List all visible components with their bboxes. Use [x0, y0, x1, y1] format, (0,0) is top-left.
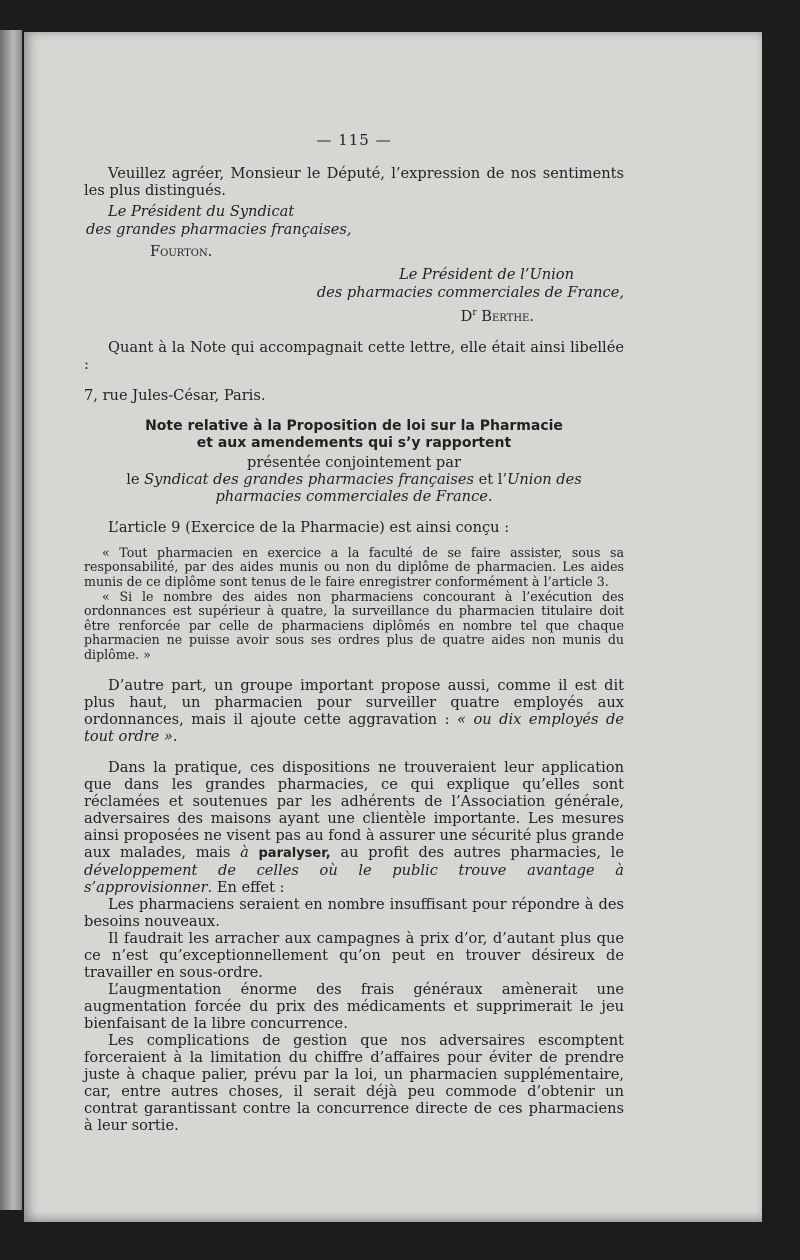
paragraph-1: [84, 677, 624, 745]
page-number: — 115 —: [316, 131, 392, 149]
para-1-end: .: [172, 727, 178, 745]
presenters-mid: et l’: [474, 470, 508, 488]
signature-union: [84, 266, 624, 302]
paragraph-2: [84, 759, 624, 896]
para-2-bold: paralyser,: [258, 845, 331, 861]
quote-paragraph-1: « Tout pharmacien en exercice a la faculté de se faire assister, sous sa responsabilité, par des aides munis ou non du diplôme de pharmacien. Les aides munis de ce diplôme sont tenus de le faire enregistrer conformément à l’article 3.: [84, 544, 624, 590]
signature-2-title: D: [460, 307, 473, 325]
para-2-text2: au profit des autres pharmacies, le: [330, 843, 624, 861]
address: 7, rue Jules-César, Paris.: [84, 386, 266, 404]
note-title: [84, 418, 624, 452]
paragraph-3: Les pharmaciens seraient en nombre insuffisant pour répondre à des besoins nouveaux.: [84, 895, 624, 930]
signature-1-line2: des grandes pharmacies françaises,: [86, 221, 352, 238]
signature-2-line1: Le Président de l’Union: [399, 266, 574, 283]
presenters-suffix: .: [487, 487, 493, 505]
letter-closing: Veuillez agréer, Monsieur le Député, l’expression de nos sentiments les plus distingués.: [84, 165, 624, 199]
signature-2-line2: des pharmacies commerciales de France,: [316, 284, 624, 301]
page-content: [84, 132, 624, 1134]
presenters-line: [84, 471, 624, 505]
note-title-line2: et aux amendements qui s’y rapportent: [196, 434, 512, 451]
paragraph-4: Il faudrait les arracher aux campagnes à prix d’or, d’autant plus que ce n’est qu’exceptionnellement qu’on peut en trouver désireux de travailler en sous-ordre.: [84, 929, 624, 981]
quote-paragraph-2: « Si le nombre des aides non pharmaciens concourant à l’exécution des ordonnances est supérieur à quatre, la surveillance du pharmacien titulaire doit être renforcée par celle de pharmaciens diplômés en nombre tel que chaque pharmacien ne puisse avoir sous ses ordres plus de quatre aides non munis du diplôme. »: [84, 588, 624, 663]
presenter-syndicat: Syndicat des grandes pharmacies françaises: [144, 470, 475, 488]
facing-page-edge: [0, 30, 22, 1210]
signature-1-name: Fourton.: [150, 243, 213, 260]
note-title-line1: Note relative à la Proposition de loi sur la Pharmacie: [145, 417, 563, 434]
document-page: [24, 32, 762, 1222]
note-presented-by: [84, 454, 624, 505]
article-quote: [84, 546, 624, 663]
article-intro: L’article 9 (Exercice de la Pharmacie) est ainsi conçu :: [108, 518, 510, 536]
para-1-text: D’autre part, un groupe important propose aussi, comme il est dit plus haut, un pharmacien pour surveiller quatre employés aux ordonnances, mais il ajoute cette aggravation :: [84, 676, 624, 728]
intro-note: Quant à la Note qui accompagnait cette lettre, elle était ainsi libellée :: [84, 338, 624, 373]
signature-syndicat: [84, 203, 624, 239]
para-1-italic: « ou dix employés de tout ordre »: [84, 710, 624, 745]
presented-by-text: présentée conjointement par: [247, 453, 461, 471]
presenter-union: Union des pharmacies commerciales de France: [215, 470, 582, 505]
paragraph-6: Les complications de gestion que nos adversaires escomptent forceraient à la limitation du chiffre d’affaires pour éviter de prendre juste à chaque palier, prévu par la loi, un pharmacien supplémentaire, car, entre autres choses, il serait déjà peu commode d’obtenir un contrat garantissant contre la concurrence directe de ces pharmaciens à leur sortie.: [84, 1031, 624, 1134]
signature-1-line1: Le Président du Syndicat: [108, 203, 295, 220]
paragraph-5: L’augmentation énorme des frais généraux amènerait une augmentation forcée du prix des médicaments et supprimerait le jeu bienfaisant de la libre concurrence.: [84, 980, 624, 1032]
signature-2-name-line: [84, 305, 534, 325]
signature-2-title-sup: r: [472, 308, 477, 318]
para-2-end: . En effet :: [207, 878, 285, 896]
presenters-prefix: le: [126, 470, 145, 488]
signature-2-name: Berthe.: [481, 307, 534, 325]
para-2-italic-a: à: [240, 843, 249, 861]
para-2-italic-b: développement de celles où le public trouve avantage à s’approvisionner: [84, 861, 624, 896]
para-2-text: Dans la pratique, ces dispositions ne trouveraient leur application que dans les grandes pharmacies, ce qui explique qu’elles sont réclamées et soutenues par les adhérents de l’Association générale, adversaires des maisons ayant une clientèle importante. Les mesures ainsi proposées ne visent pas au fond à assurer une sécurité plus grande aux malades, mais: [84, 758, 624, 861]
